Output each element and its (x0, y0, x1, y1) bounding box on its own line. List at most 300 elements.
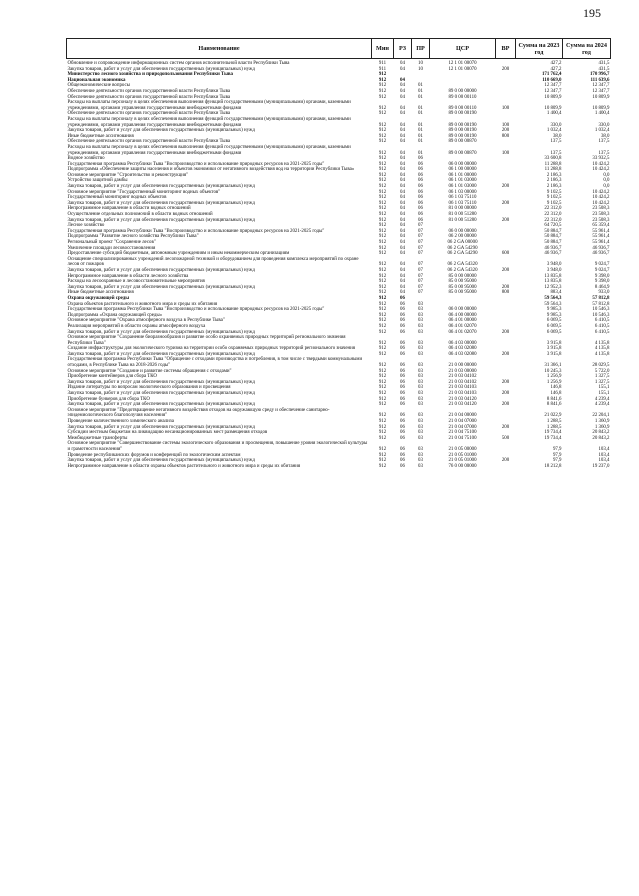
row-min: 912 (378, 363, 387, 369)
row-sum-2023: 146,8 (550, 385, 562, 391)
row-min: 911 (378, 61, 387, 66)
row-sum-2023: 33 600,8 (544, 156, 562, 162)
row-name: Закупка товаров, работ и услуг для обеспечения государственных (муниципальных) нужд (67, 66, 255, 72)
row-min: 912 (378, 111, 387, 117)
row-min: 912 (378, 374, 387, 380)
row-sum-2024: 33 932,5 (592, 156, 610, 162)
row-min: 912 (378, 212, 387, 218)
row-name: Министерство лесного хозяйства и природопользования Республики Тыва (67, 72, 233, 78)
row-sum-2023: 9 102,5 (546, 195, 562, 201)
row-sum-2024: 4 239,4 (594, 396, 610, 402)
header-sum-2024: Сумма на 2024 год (563, 39, 611, 59)
row-sum-2024: 5 722,0 (594, 368, 610, 374)
row-vr: 200 (501, 267, 510, 273)
row-vr: 200 (501, 200, 510, 206)
row-rz: 06 (400, 318, 405, 324)
row-pr: 03 (418, 340, 423, 346)
row-min: 912 (378, 452, 387, 458)
row-name: Субсидии местным бюджетам на ликвидацию несанкционированных мест размещения отходов (67, 430, 268, 436)
row-name: Закупка товаров, работ и услуг для обеспечения государственных (муниципальных) нужд (67, 267, 255, 273)
row-sum-2024: 22 204,1 (592, 413, 610, 419)
row-vr: 200 (501, 402, 510, 408)
row-min: 912 (378, 184, 387, 190)
row-csr: 21 0 03 04102 (448, 374, 477, 380)
row-sum-2024: 38,0 (600, 133, 610, 139)
table-header (67, 39, 611, 59)
row-csr: 06 4 03 02080 (448, 346, 477, 352)
row-min: 912 (378, 391, 387, 397)
row-sum-2024: 10 809,9 (592, 105, 610, 111)
row-sum-2024: 431,5 (598, 61, 610, 66)
row-rz: 04 (400, 77, 405, 83)
row-sum-2024: 103,4 (598, 452, 610, 458)
row-rz: 04 (400, 189, 405, 195)
row-min: 912 (378, 94, 387, 100)
row-min: 912 (378, 463, 387, 469)
row-min: 912 (378, 88, 387, 94)
row-pr: 03 (418, 318, 423, 324)
row-pr: 03 (418, 307, 423, 313)
row-rz: 06 (400, 385, 405, 391)
row-csr: 21 0 00 00000 (448, 363, 477, 369)
row-sum-2023: 3 948,0 (546, 267, 562, 273)
row-sum-2024: 10 424,2 (592, 189, 610, 195)
row-min: 912 (378, 273, 387, 279)
row-csr: 76 0 00 00000 (448, 463, 477, 469)
row-sum-2024: 4 135,8 (594, 340, 610, 346)
row-rz: 06 (400, 374, 405, 380)
row-csr: 21 0 03 00000 (448, 368, 477, 374)
row-pr: 03 (418, 379, 423, 385)
row-pr: 07 (418, 267, 423, 273)
row-min: 912 (378, 206, 387, 212)
row-sum-2024: 46 936,7 (592, 251, 610, 257)
row-min: 912 (378, 262, 387, 268)
row-min: 912 (378, 385, 387, 391)
row-csr: 06 2 GA 54320 (447, 267, 478, 273)
row-pr: 03 (418, 402, 423, 408)
row-vr: 200 (501, 284, 510, 290)
row-sum-2024: 9 024,7 (594, 267, 610, 273)
row-sum-2024: 111 639,6 (590, 77, 610, 83)
row-vr: 200 (501, 128, 510, 134)
row-csr: 85 0 00 00000 (448, 273, 477, 279)
row-sum-2023: 6 069,5 (546, 323, 562, 329)
row-pr: 06 (418, 184, 423, 190)
row-csr: 06 1 03 75110 (448, 195, 477, 201)
row-rz: 04 (400, 172, 405, 178)
row-min: 912 (378, 323, 387, 329)
row-pr: 03 (418, 446, 423, 452)
row-pr: 03 (418, 430, 423, 436)
row-csr: 89 0 00 00190 (448, 128, 477, 134)
row-pr: 10 (418, 61, 423, 66)
row-min: 912 (378, 368, 387, 374)
row-name: Государственный мониторинг водных объектов (67, 195, 167, 201)
row-rz: 04 (400, 251, 405, 257)
row-sum-2023: 22 312,0 (544, 212, 562, 218)
row-vr: 800 (501, 290, 510, 296)
row-csr: 06 4 03 00000 (448, 340, 477, 346)
row-pr: 01 (418, 122, 423, 128)
row-min: 912 (378, 419, 387, 424)
row-min: 912 (378, 83, 387, 89)
row-rz: 06 (400, 419, 405, 424)
row-csr: 89 0 00 00190 (448, 133, 477, 139)
row-sum-2023: 12 952,3 (544, 284, 562, 290)
row-name: Основное мероприятие "Совершенствование системы экологического образования и просвещения, повышение уровня экологической культуры и грамотности населения" (67, 441, 368, 452)
table-row (67, 464, 611, 470)
row-name: Расходы на выплаты персоналу в целях обеспечения выполнения функций государственными (муниципальными) органами, казенными учреждениями, органами управления государственными внебюджетными фондами (67, 116, 351, 128)
row-csr: 06 4 00 00000 (448, 312, 477, 318)
row-vr: 200 (501, 351, 510, 357)
row-rz: 04 (400, 133, 405, 139)
row-rz: 04 (400, 234, 405, 240)
row-pr: 01 (418, 88, 423, 94)
row-vr: 200 (501, 424, 510, 430)
row-name: Закупка товаров, работ и услуг для обеспечения государственных (муниципальных) нужд (67, 458, 255, 464)
row-sum-2024: 57 812,8 (592, 295, 610, 301)
row-pr: 07 (418, 262, 423, 268)
row-vr: 200 (501, 66, 510, 72)
row-pr: 06 (418, 195, 423, 201)
row-pr: 01 (418, 139, 423, 145)
row-name: Водное хозяйство (67, 156, 105, 162)
row-rz: 06 (400, 363, 405, 369)
row-sum-2023: 50 884,7 (544, 240, 562, 245)
row-pr: 06 (418, 200, 423, 206)
row-csr: 06 2 GA 54290 (447, 251, 478, 257)
row-sum-2023: 12 347,7 (544, 83, 562, 89)
row-rz: 04 (400, 228, 405, 234)
table-row (67, 145, 611, 156)
row-csr: 89 0 00 00870 (448, 150, 477, 156)
row-name: Охрана окружающей среды (67, 295, 130, 301)
row-csr: 12 1 01 00070 (448, 66, 477, 72)
row-pr: 06 (418, 217, 423, 223)
row-csr: 06 2 00 00000 (448, 234, 477, 240)
row-sum-2024: 55 961,4 (592, 234, 610, 240)
row-rz: 04 (400, 66, 405, 72)
row-sum-2023: 46 936,7 (544, 251, 562, 257)
row-sum-2023: 21 022,9 (544, 413, 562, 419)
row-vr: 600 (501, 251, 510, 257)
row-pr: 03 (418, 368, 423, 374)
row-pr: 03 (418, 385, 423, 391)
row-csr: 06 1 01 00000 (448, 172, 477, 178)
row-sum-2023: 22 312,0 (544, 206, 562, 212)
row-sum-2024: 933,0 (598, 290, 610, 296)
row-rz: 04 (400, 184, 405, 190)
row-min: 912 (378, 200, 387, 206)
row-name: Закупка товаров, работ и услуг для обеспечения государственных (муниципальных) нужд (67, 424, 255, 430)
row-min: 912 (378, 290, 387, 296)
row-sum-2023: 1 256,9 (546, 374, 562, 380)
row-sum-2023: 13 835,8 (544, 273, 562, 279)
row-min: 911 (378, 66, 387, 72)
row-vr: 800 (501, 133, 510, 139)
row-pr: 03 (418, 396, 423, 402)
row-rz: 06 (400, 396, 405, 402)
row-vr (496, 357, 516, 368)
header-min: Мин (372, 39, 394, 59)
row-sum-2024: 10 424,2 (592, 200, 610, 206)
row-csr: 21 0 04 75100 (448, 435, 477, 441)
row-name: Иные бюджетные ассигнования (67, 290, 134, 296)
row-sum-2023: 146,8 (550, 391, 562, 397)
row-min: 912 (378, 128, 387, 134)
row-sum-2023: 18 212,8 (544, 463, 562, 469)
row-sum-2024: 330,0 (598, 122, 610, 128)
row-sum-2024: 137,5 (598, 139, 610, 145)
row-name: Основное мероприятие "Предотвращение негативного воздействия отходов на окружающую среду и обеспечение санитарно-эпидемиологического благополучия населения" (67, 407, 330, 419)
row-sum-2024: 9 398,0 (594, 273, 610, 279)
row-sum-2024: 1 327,5 (594, 374, 610, 380)
row-sum-2023: 11 288,8 (544, 161, 562, 167)
row-min: 912 (378, 122, 387, 128)
row-name: Расходы на выплаты персоналу в целях обеспечения выполнения функций государственными (муниципальными) органами, казенными учреждениями, органами управления государственными внебюджетными фондами (67, 144, 351, 156)
row-min: 912 (378, 424, 387, 430)
row-sum-2023: 9 102,5 (546, 200, 562, 206)
row-sum-2023: 8 841,6 (546, 402, 562, 408)
row-pr: 06 (418, 167, 423, 173)
row-rz: 04 (400, 156, 405, 162)
row-csr: 06 1 00 00000 (448, 167, 477, 173)
row-csr: 89 0 00 00190 (448, 122, 477, 128)
row-sum-2023: 31 366,1 (544, 363, 562, 369)
row-rz: 04 (400, 111, 405, 117)
row-csr: 21 0 03 04103 (448, 391, 477, 397)
row-vr: 200 (501, 217, 510, 223)
row-pr: 07 (418, 279, 423, 285)
row-vr: 100 (501, 122, 510, 128)
row-sum-2023: 110 669,0 (542, 77, 562, 83)
header-pr: ПР (412, 39, 430, 59)
row-csr: 06 0 00 00000 (448, 307, 477, 313)
row-name: Предоставление субсидий бюджетным, автономным учреждениям и иным некоммерческим организациям (67, 251, 290, 257)
row-sum-2024: 0,0 (603, 184, 610, 190)
row-rz: 04 (400, 217, 405, 223)
row-sum-2023: 1 288,5 (546, 424, 562, 430)
row-sum-2023: 97,9 (552, 446, 562, 452)
row-sum-2024: 4 135,8 (594, 346, 610, 352)
row-sum-2023: 1 032,4 (546, 128, 562, 134)
row-sum-2023: 59 564,3 (544, 301, 562, 307)
row-sum-2024: 23 508,3 (592, 206, 610, 212)
row-rz: 06 (400, 295, 405, 301)
row-rz: 04 (400, 161, 405, 167)
row-pr: 03 (418, 351, 423, 357)
row-name: Устройство защитной дамбы (67, 178, 128, 184)
row-vr (496, 257, 516, 268)
header-csr: ЦСР (430, 39, 496, 59)
row-csr: 85 0 00 95000 (448, 290, 477, 296)
row-min: 912 (378, 435, 387, 441)
row-min: 912 (378, 396, 387, 402)
row-rz: 06 (400, 346, 405, 352)
row-pr: 07 (418, 284, 423, 290)
row-rz: 04 (400, 212, 405, 218)
row-name: Приобретение бункеров для сбора ТКО (67, 396, 150, 402)
row-sum-2023: 3 948,0 (546, 262, 562, 268)
row-pr: 03 (418, 458, 423, 464)
row-csr: 89 0 00 00190 (448, 111, 477, 117)
row-name: Государственная программа Республики Тыва "Воспроизводство и использование природных ресурсов на 2021-2025 годы" (67, 228, 325, 234)
row-rz: 06 (400, 307, 405, 313)
row-min: 912 (378, 172, 387, 178)
row-csr: 21 0 04 07000 (448, 424, 477, 430)
row-csr: 06 1 03 00000 (448, 189, 477, 195)
row-sum-2024: 103,4 (598, 458, 610, 464)
row-sum-2024: 8 464,9 (594, 284, 610, 290)
row-pr: 01 (418, 111, 423, 117)
row-rz: 06 (400, 368, 405, 374)
row-sum-2023: 13 835,8 (544, 279, 562, 285)
row-pr: 07 (418, 234, 423, 240)
row-name: Обеспечение деятельности органов государственной власти Республики Тыва (67, 111, 231, 117)
row-pr: 03 (418, 419, 423, 424)
row-name: Государственная программа Республики Тыва "Воспроизводство и использование природных ресурсов на 2021-2025 годы" (67, 307, 325, 313)
row-name: Приобретение контейнеров для сбора ТКО (67, 374, 157, 380)
row-pr: 07 (418, 290, 423, 296)
row-name: Основное мероприятие "Создание и развитие системы обращения с отходами" (67, 368, 232, 374)
row-pr: 06 (418, 178, 423, 184)
row-sum-2024: 20 843,2 (592, 430, 610, 436)
row-min: 912 (378, 105, 387, 111)
row-min: 912 (378, 195, 387, 201)
row-sum-2024: 10 546,3 (592, 307, 610, 313)
row-min: 912 (378, 228, 387, 234)
row-name: Расходы на выплаты персоналу в целях обеспечения выполнения функций государственными (муниципальными) органами, казенными учреждениями, органами управления государственными внебюджетными фондами (67, 100, 351, 111)
row-name: Региональный проект "Сохранение лесов" (67, 240, 156, 245)
row-name: Национальная экономика (67, 77, 126, 83)
row-csr: 06 2 GA 00000 (447, 240, 478, 245)
row-name: Закупка товаров, работ и услуг для обеспечения государственных (муниципальных) нужд (67, 200, 255, 206)
row-sum-2023: 883,4 (550, 290, 562, 296)
table-row (67, 441, 611, 452)
row-rz: 04 (400, 61, 405, 66)
row-sum-2023: 97,9 (552, 452, 562, 458)
row-csr: 06 1 03 75110 (448, 200, 477, 206)
row-sum-2024: 103,4 (598, 446, 610, 452)
row-csr: 21 0 04 00000 (448, 413, 477, 419)
row-vr: 200 (501, 458, 510, 464)
row-sum-2024: 6 410,5 (594, 329, 610, 335)
row-name: Основное мероприятие "Сохранение биоразнообразия и развитие особо охраняемых природных территорий регионального значения Республики Тыва" (67, 335, 346, 346)
row-sum-2024: 1 032,4 (594, 128, 610, 134)
row-min: 912 (378, 458, 387, 464)
row-sum-2023: 9 985,3 (546, 307, 562, 313)
row-min: 912 (378, 312, 387, 318)
row-pr: 06 (418, 172, 423, 178)
row-name: Проведение республиканских форумов и конференций по экологическим аспектам (67, 452, 241, 458)
row-pr: 03 (418, 413, 423, 419)
row-name: Подпрограмма «Обеспечение защиты населения и объектов экономики от негативного воздействия вод на территории Республики Тыва» (67, 167, 355, 173)
row-sum-2024: 65 359,4 (592, 223, 610, 229)
row-sum-2024: 155,1 (598, 391, 610, 397)
row-pr: 03 (418, 346, 423, 352)
row-sum-2023: 12 347,7 (544, 88, 562, 94)
row-name: Обеспечение деятельности органов государственной власти Республики Тыва (67, 94, 231, 100)
row-pr: 07 (418, 223, 423, 229)
row-name: Осуществление отдельных полномочий в области водных отношений (67, 212, 213, 218)
row-vr: 200 (501, 184, 510, 190)
row-pr: 03 (418, 329, 423, 335)
row-name: Подпрограмма "Развитие лесного хозяйства Республики Тыва" (67, 234, 199, 240)
row-sum-2023: 1 288,5 (546, 419, 562, 424)
row-pr: 07 (418, 245, 423, 251)
row-csr: 06 0 00 00000 (448, 228, 477, 234)
row-min: 912 (378, 217, 387, 223)
row-name: Общеэкономические вопросы (67, 83, 130, 89)
row-sum-2023: 3 915,8 (546, 346, 562, 352)
row-rz: 04 (400, 267, 405, 273)
row-name: Государственная программа Республики Тыва "Обращение с отходами производства и потребления, в том числе с твердыми коммунальными отходами, в Республике Тыва на 2018-2026 годы" (67, 357, 363, 369)
row-sum-2024: 9 024,7 (594, 262, 610, 268)
row-rz: 04 (400, 178, 405, 184)
row-csr: 06 2 GA 54290 (447, 245, 478, 251)
row-sum-2023: 50 884,7 (544, 234, 562, 240)
row-pr: 03 (418, 435, 423, 441)
row-sum-2024: 155,1 (598, 385, 610, 391)
row-min: 912 (378, 413, 387, 419)
row-min: 912 (378, 351, 387, 357)
row-name: Основное мероприятие "Государственный мониторинг водных объектов" (67, 189, 221, 195)
row-csr: 21 0 04 07000 (448, 419, 477, 424)
row-sum-2023: 50 884,7 (544, 228, 562, 234)
row-pr: 07 (418, 240, 423, 245)
row-sum-2024: 1 327,5 (594, 379, 610, 385)
header-vr: ВР (496, 39, 516, 59)
row-rz: 04 (400, 139, 405, 145)
row-min: 912 (378, 156, 387, 162)
row-sum-2024: 23 508,3 (592, 217, 610, 223)
row-sum-2024: 6 410,5 (594, 318, 610, 324)
row-sum-2024: 4 239,4 (594, 402, 610, 408)
row-csr: 21 0 05 00000 (448, 446, 477, 452)
row-name: Закупка товаров, работ и услуг для обеспечения государственных (муниципальных) нужд (67, 379, 255, 385)
row-csr: 06 4 01 02070 (448, 329, 477, 335)
row-pr: 07 (418, 251, 423, 257)
row-min: 912 (378, 295, 387, 301)
row-sum-2023: 2 186,3 (546, 172, 562, 178)
row-sum-2024: 0,0 (603, 178, 610, 184)
row-name: Обновление и сопровождение информационных систем органов исполнительной власти Республики Тыва (67, 61, 290, 66)
row-pr: 07 (418, 273, 423, 279)
row-csr: 12 1 01 00070 (448, 61, 477, 66)
row-pr: 06 (418, 161, 423, 167)
row-sum-2023: 2 186,3 (546, 178, 562, 184)
row-min: 912 (378, 161, 387, 167)
row-vr: 200 (501, 379, 510, 385)
row-rz: 04 (400, 262, 405, 268)
row-pr: 06 (418, 212, 423, 218)
row-csr: 89 0 00 00000 (448, 88, 477, 94)
row-rz: 06 (400, 351, 405, 357)
row-csr: 06 4 01 00000 (448, 318, 477, 324)
row-pr: 01 (418, 83, 423, 89)
row-min: 912 (378, 329, 387, 335)
row-name: Иные бюджетные ассигнования (67, 133, 134, 139)
row-name: Государственная программа Республики Тыва "Воспроизводство и использование природных ресурсов на 2021-2025 годы" (67, 161, 325, 167)
row-vr: 500 (501, 435, 510, 441)
row-rz: 06 (400, 379, 405, 385)
row-sum-2023: 427,2 (550, 66, 562, 72)
row-sum-2023: 2 186,3 (546, 184, 562, 190)
row-csr: 21 0 04 75100 (448, 430, 477, 436)
row-name: Основное мероприятие "Строительство и реконструкция" (67, 172, 189, 178)
row-csr: 06 1 01 03000 (448, 178, 477, 184)
